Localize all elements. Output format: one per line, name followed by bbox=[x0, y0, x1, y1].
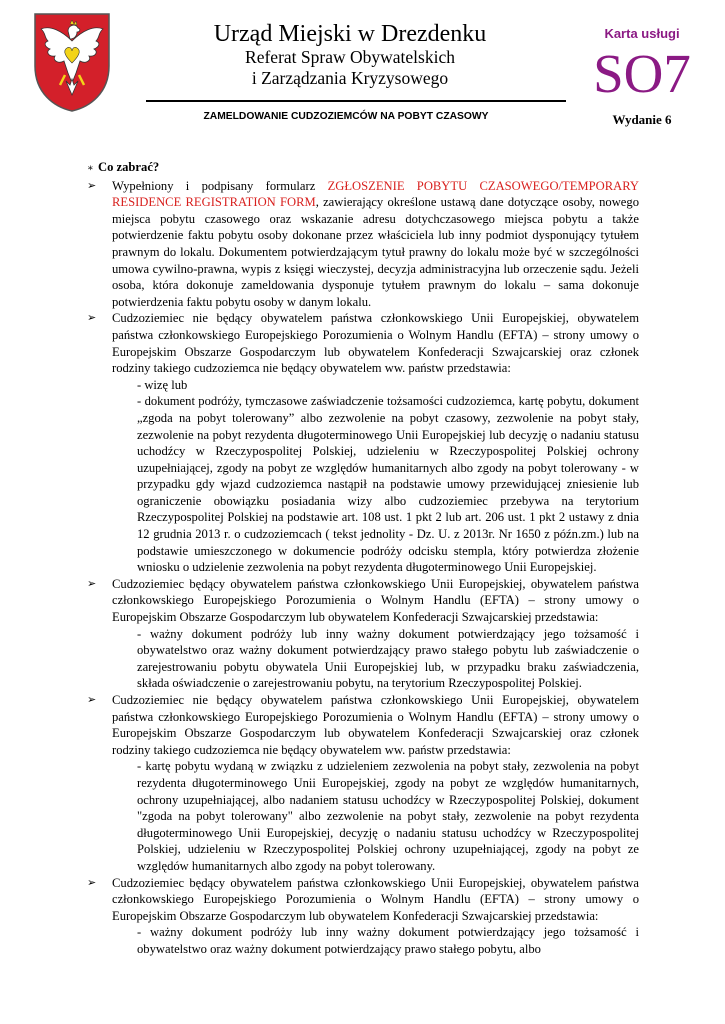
list-item bbox=[87, 576, 639, 626]
sub-item: - kartę pobytu wydaną w związku z udzieleniem zezwolenia na pobyt stały, zezwolenia na pobyt rezydenta długoterminowego Unii Europejskiej, zgody na pobyt ze względów humanitarnych, ochrony uzupełniającej, albo nadaniem statusu uchodźcy w Rzeczypospolitej Polskiej, dokument "zgoda na pobyt tolerowany" albo zezwolenie na pobyt stały, zezwolenie na pobyt rezydenta długoterminowego Unii Europejskiej, decyzję o nadaniu statusu uchodźcy w Rzeczypospolitej Polskiej, udzieleniu w Rzeczypospolitej Polskiej ochrony uzupełniającej, zgody na pobyt ze względów humanitarnych albo zgody na pobyt tolerowany. bbox=[137, 759, 639, 873]
section-heading-text: Co zabrać? bbox=[98, 160, 160, 174]
section-heading bbox=[87, 159, 639, 178]
list-item-text: Cudzoziemiec będący obywatelem państwa członkowskiego Unii Europejskiej, obywatelem państwa członkowskiego Europejskiego Porozumienia o Wolnym Handlu (EFTA) – strony umowy o Europejskim Obszarze Gospodarczym lub obywatelem Konfederacji Szwajcarskiej przedstawia: bbox=[112, 875, 639, 923]
sub-list bbox=[87, 626, 639, 692]
arrow-bullet-icon: ➢ bbox=[87, 694, 97, 706]
edition-label: Wydanie 6 bbox=[612, 112, 672, 127]
department-name-cont: i Zarządzania Kryzysowego bbox=[251, 67, 449, 88]
arrow-bullet-icon: ➢ bbox=[87, 876, 97, 889]
document-title: ZAMELDOWANIE CUDZOZIEMCÓW NA POBYT CZASOWY bbox=[203, 111, 489, 122]
asterisk-bullet-icon: ∗ bbox=[87, 163, 94, 174]
item-text: , zawierający określone ustawą dane dotyczące osoby, nowego miejsca pobytu czasowego oraz wskazanie adresu dotychczasowego miejsca pobytu a także potwierdzenie faktu pobytu osoby dokonane przez właściciela lub inny podmiot dysponujący tytułem prawnym do lokalu. Dokumentem potwierdzającym tytuł prawny do lokalu może być w szczególności umowa cywilno-prawna, wypis z księgi wieczystej, decyzja administracyjna lub orzeczenie sądu. Jeżeli osoba, która dokonuje zameldowania dysponuje tytułem prawnym do lokalu – sama dokonuje potwierdzenia faktu pobytu osoby w danym lokalu. bbox=[112, 195, 639, 309]
list-item-text bbox=[112, 178, 639, 311]
office-name: Urząd Miejski w Drezdenku bbox=[213, 21, 487, 47]
arrow-bullet-icon: ➢ bbox=[87, 312, 97, 325]
city-crest-logo bbox=[32, 11, 112, 113]
office-header bbox=[150, 22, 550, 87]
list-item bbox=[87, 692, 639, 758]
service-card-label: Karta usługi bbox=[604, 26, 680, 41]
list-item-text: Cudzoziemiec będący obywatelem państwa członkowskiego Unii Europejskiej, obywatelem państwa członkowskiego Europejskiego Porozumienia o Wolnym Handlu (EFTA) – strony umowy o Europejskim Obszarze Gospodarczym lub obywatelem Konfederacji Szwajcarskiej przedstawia: bbox=[112, 576, 639, 625]
arrow-bullet-icon: ➢ bbox=[87, 577, 97, 590]
list-item bbox=[87, 178, 639, 311]
list-item bbox=[87, 875, 639, 925]
list-item bbox=[87, 310, 639, 376]
sub-item: - dokument podróży, tymczasowe zaświadczenie tożsamości cudzoziemca, kartę pobytu, dokument „zgoda na pobyt tolerowany” albo zezwolenie na pobyt czasowy, zezwolenie na pobyt stały, zezwolenie na pobyt rezydenta długoterminowego Unii Europejskiej lub decyzję o nadaniu statusu uchodźcy w Rzeczypospolitej Polskiej, udzieleniu w Rzeczypospolitej Polskiej ochrony uzupełniającej, zgody na pobyt ze względów humanitarnych albo zgody na pobyt tolerowany - w przypadku gdy wjazd cudzoziemca nastąpił na podstawie umowy przewidującej zniesienie lub ograniczenie obowiązku posiadania wizy albo cudzoziemiec przebywa na terytorium Rzeczypospolitej Polskiej na podstawie art. 108 ust. 1 pkt 2 lub art. 206 ust. 1 pkt 2 ustawy z dnia 12 grudnia 2013 r. o cudzoziemcach ( tekst jednolity - Dz. U. z 2013r. Nr 1650 z późn.zm.) lub na podstawie umieszczonego w dokumencie podróży odcisku stempla, który potwierdza złożenie wniosku o udzielenie zezwolenia na pobyt rezydenta długoterminowego Unii Europejskiej. bbox=[137, 394, 639, 575]
header-divider bbox=[146, 100, 566, 102]
sub-item: - wizę lub bbox=[137, 377, 188, 392]
form-name-link[interactable]: ZGŁOSZENIE POBYTU CZASOWEGO/TEMPORARY RESIDENCE REGISTRATION FORM bbox=[112, 178, 640, 210]
sub-list bbox=[87, 377, 639, 576]
sub-list bbox=[87, 758, 639, 874]
sub-item: - ważny dokument podróży lub inny ważny dokument potwierdzający jego tożsamość i obywatelstwo oraz ważny dokument potwierdzający prawo stałego pobytu, albo bbox=[137, 925, 639, 956]
list-item-text: Cudzoziemiec nie będący obywatelem państwa członkowskiego Unii Europejskiej, obywatelem państwa członkowskiego Europejskiego Porozumienia o Wolnym Handlu (EFTA) – strony umowy o Europejskim Obszarze Gospodarczym lub obywatelem Konfederacji Szwajcarskiej oraz członek rodziny takiego cudzoziemca nie będący obywatelem ww. państw przedstawia: bbox=[112, 311, 639, 376]
service-code: SO7 bbox=[593, 43, 691, 104]
item-text: Wypełniony i podpisany formularz bbox=[112, 178, 328, 193]
list-item-text: Cudzoziemiec nie będący obywatelem państwa członkowskiego Unii Europejskiej, obywatelem państwa członkowskiego Europejskiego Porozumienia o Wolnym Handlu (EFTA) – strony umowy o Europejskim Obszarze Gospodarczym lub obywatelem Konfederacji Szwajcarskiej oraz członek rodziny takiego cudzoziemca nie będący obywatelem ww. państw przedstawia: bbox=[112, 693, 639, 757]
department-name: Referat Spraw Obywatelskich bbox=[245, 47, 455, 67]
arrow-bullet-icon: ➢ bbox=[87, 179, 97, 192]
document-body bbox=[87, 159, 639, 958]
sub-list bbox=[87, 924, 639, 957]
sub-item: - ważny dokument podróży lub inny ważny dokument potwierdzający jego tożsamość i obywatelstwo oraz ważny dokument potwierdzający prawo stałego pobytu lub zaświadczenie o zarejestrowaniu pobytu obywatela Unii Europejskiej lub, w przypadku braku zaświadczenia, składa oświadczenie o zarejestrowaniu pobytu, na terytorium Rzeczypospolitej Polskiej. bbox=[137, 626, 639, 691]
